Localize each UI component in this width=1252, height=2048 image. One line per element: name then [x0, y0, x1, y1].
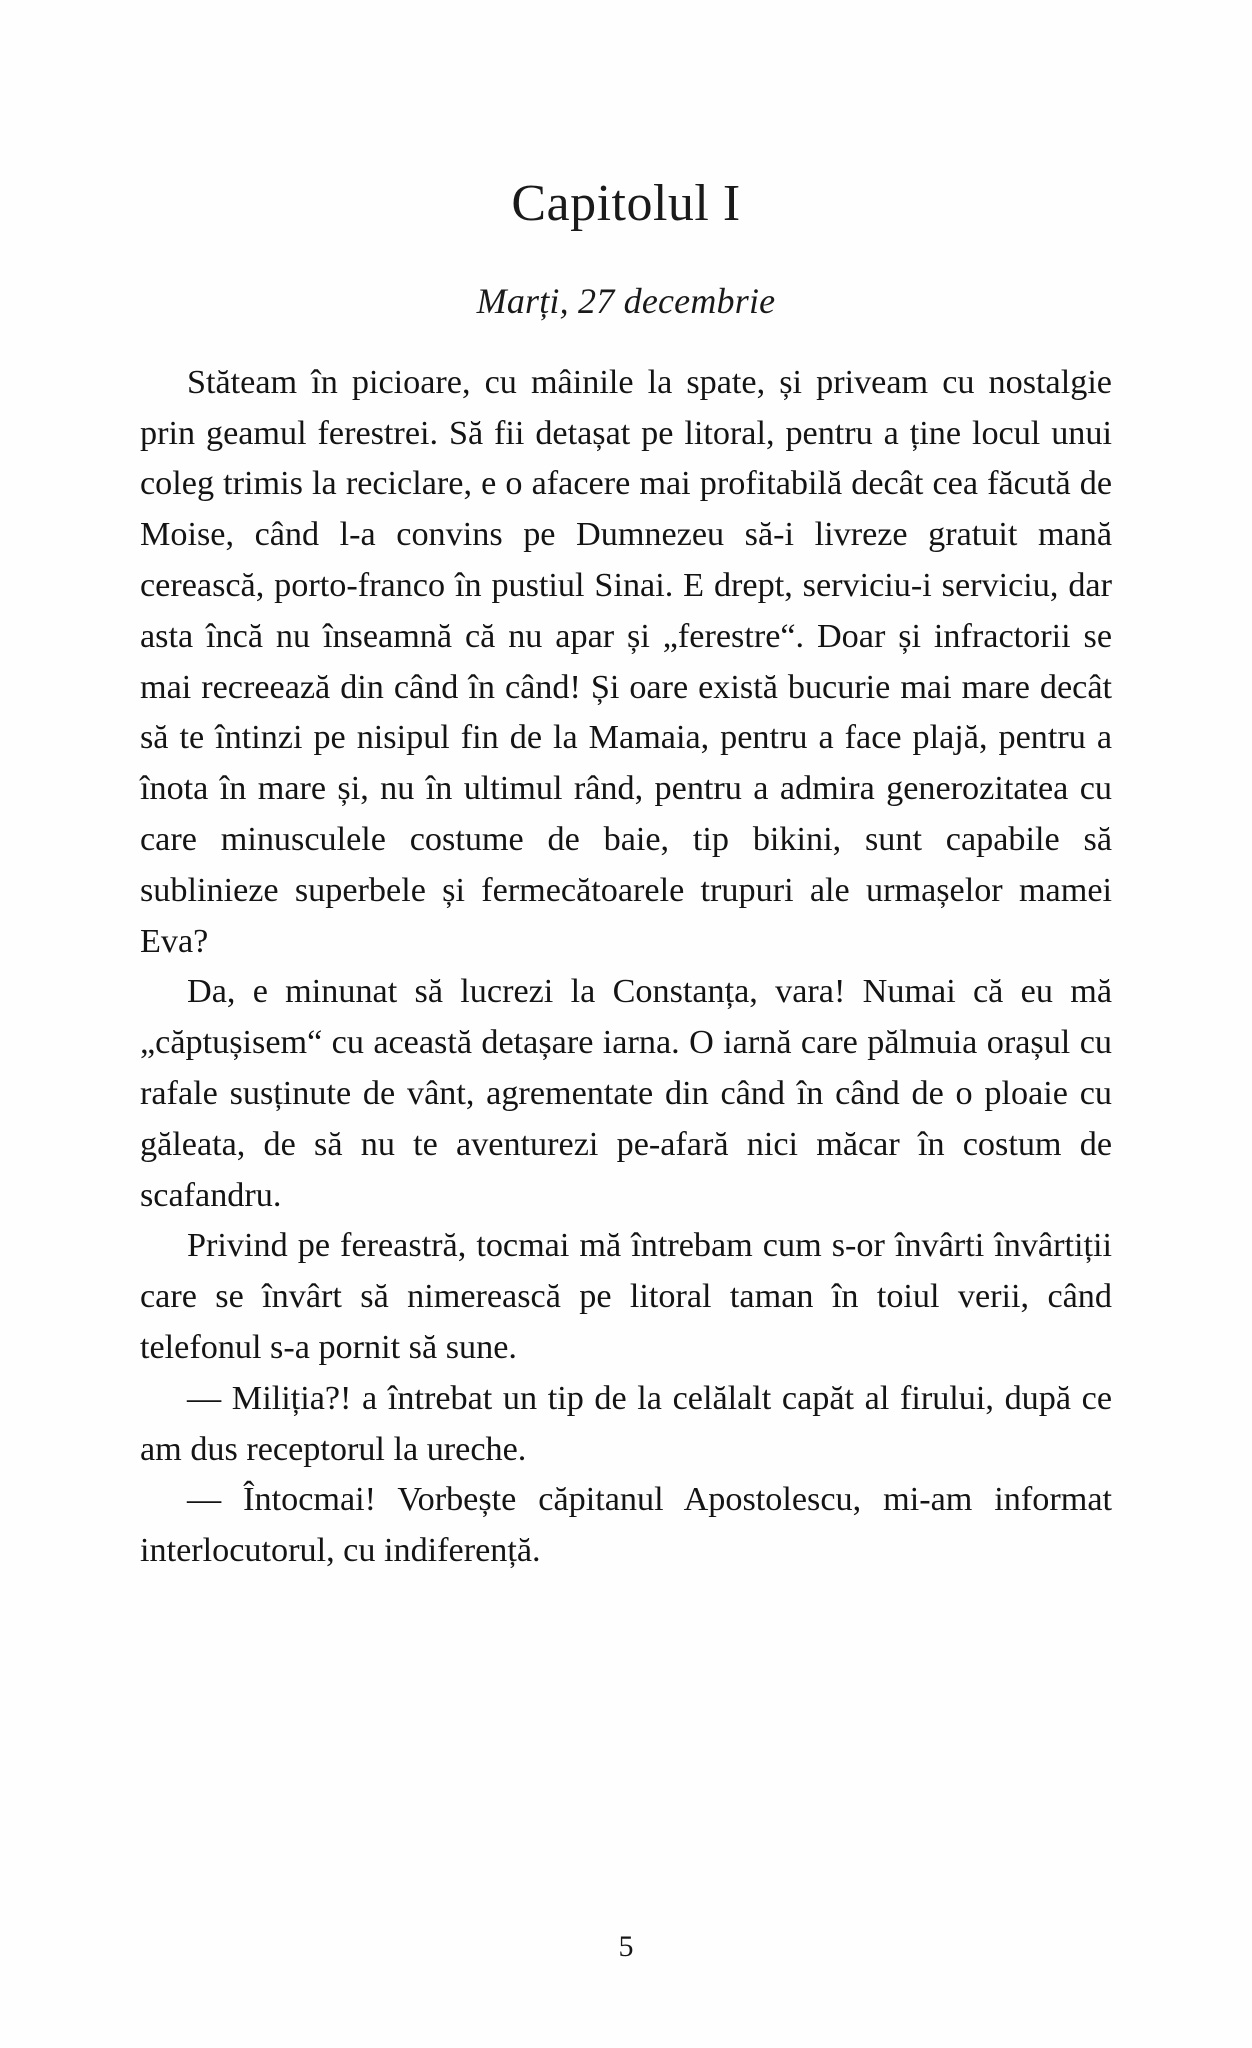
- dialogue-line: — Întocmai! Vorbește căpitanul Apostolescu, mi-am informat interlocutorul, cu indiferență.: [140, 1481, 1112, 1570]
- dialogue-line: — Miliția?! a întrebat un tip de la celălalt capăt al firului, după ce am dus receptorul la ureche.: [140, 1379, 1112, 1468]
- page-number: 5: [618, 1930, 634, 1963]
- page-text-block: [140, 0, 1112, 1577]
- paragraph: Privind pe fereastră, tocmai mă întrebam cum s-or învârti învârtiții care se învârt să nimerească pe litoral taman în toiul verii, când telefonul s-a pornit să sune.: [140, 1227, 1112, 1366]
- body-copy: [140, 358, 1112, 1577]
- chapter-title: Capitolul I: [511, 175, 741, 232]
- paragraph: Da, e minunat să lucrezi la Constanța, vara! Numai că eu mă „căptușisem“ cu această detașare iarna. O iarnă care pălmuia orașul cu rafale susținute de vânt, agrementate din când în când de o ploaie cu găleata, de să nu te aventurezi pe-afară nici măcar în costum de scafandru.: [140, 973, 1112, 1214]
- chapter-date-subtitle: Marți, 27 decembrie: [476, 281, 776, 322]
- paragraph: Stăteam în picioare, cu mâinile la spate, și priveam cu nostalgie prin geamul ferestrei. Să fii detașat pe litoral, pentru a ține locul unui coleg trimis la reciclare, e o afacere mai profitabilă decât cea făcută de Moise, când l-a convins pe Dumnezeu să-i livreze gratuit mană cerească, porto-franco în pustiul Sinai. E drept, serviciu-i serviciu, dar asta încă nu înseamnă că nu apar și „ferestre“. Doar și infractorii se mai recreează din când în când! Și oare există bucurie mai mare decât să te întinzi pe nisipul fin de la Mamaia, pentru a face plajă, pentru a înota în mare și, nu în ultimul rând, pentru a admira generozitatea cu care minusculele costume de baie, tip bikini, sunt capabile să sublinieze superbele și fermecătoarele trupuri ale urmașelor mamei Eva?: [140, 363, 1112, 960]
